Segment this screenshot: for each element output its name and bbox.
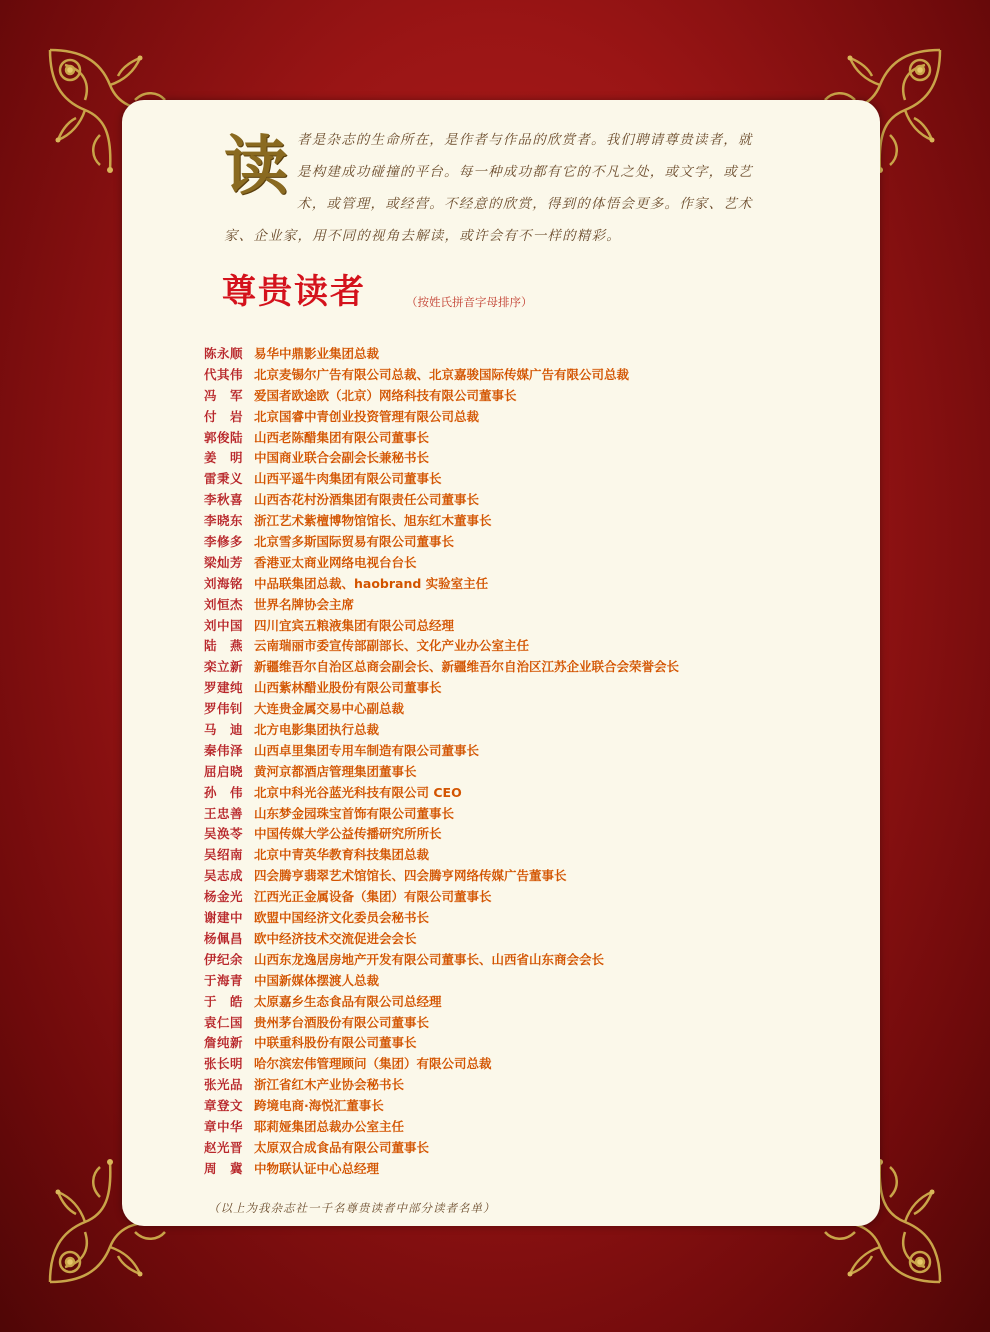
intro-line: 是构建成功碰撞的平台。每一种成功都有它的不凡之处，或文字，或艺 xyxy=(297,164,753,180)
list-item xyxy=(204,678,864,699)
list-item xyxy=(204,616,864,637)
reader-name: 章中华 xyxy=(204,1118,244,1134)
intro-paragraph xyxy=(297,124,807,220)
reader-name: 杨金光 xyxy=(204,889,244,905)
reader-name: 陈永顺 xyxy=(204,346,244,361)
reader-title: 山东梦金园珠宝首饰有限公司董事长 xyxy=(254,805,455,821)
reader-title: 山西老陈醋集团有限公司董事长 xyxy=(254,429,430,445)
reader-name: 马 迪 xyxy=(204,722,244,738)
reader-name: 袁仁国 xyxy=(204,1014,244,1030)
reader-title: 大连贵金属交易中心副总裁 xyxy=(254,701,405,717)
reader-title: 中国新媒体摆渡人总裁 xyxy=(254,972,380,988)
reader-name: 栾立新 xyxy=(204,659,244,675)
reader-title: 浙江艺术紫檀博物馆馆长、旭东红木董事长 xyxy=(254,513,492,529)
list-item xyxy=(204,1096,864,1117)
reader-title: 北京国睿中青创业投资管理有限公司总裁 xyxy=(254,408,480,424)
list-item xyxy=(204,992,864,1013)
list-item xyxy=(204,386,864,407)
reader-name: 张长明 xyxy=(204,1056,244,1072)
reader-title: 欧盟中国经济文化委员会秘书长 xyxy=(254,910,430,926)
reader-name: 杨佩昌 xyxy=(204,930,244,946)
section-subtitle: （按姓氏拼音字母排序） xyxy=(406,295,533,309)
list-item xyxy=(204,636,864,657)
reader-title: 哈尔滨宏伟管理顾问（集团）有限公司总裁 xyxy=(254,1056,492,1072)
list-item xyxy=(204,344,864,365)
reader-title: 山西杏花村汾酒集团有限责任公司董事长 xyxy=(254,492,480,508)
reader-title: 云南瑞丽市委宣传部副部长、文化产业办公室主任 xyxy=(254,638,530,654)
list-item xyxy=(204,762,864,783)
list-item xyxy=(204,824,864,845)
reader-title: 中物联认证中心总经理 xyxy=(254,1160,380,1176)
reader-name: 罗建纯 xyxy=(204,680,244,696)
intro-line: 术，或管理，或经营。不经意的欣赏，得到的体悟会更多。作家、艺术 xyxy=(297,196,753,212)
reader-title: 新疆维吾尔自治区总商会副会长、新疆维吾尔自治区江苏企业联合会荣誉会长 xyxy=(254,659,680,675)
list-item xyxy=(204,845,864,866)
reader-title: 北京中青英华教育科技集团总裁 xyxy=(254,847,430,863)
reader-title: 中国商业联合会副会长兼秘书长 xyxy=(254,450,430,466)
footer-note: （以上为我杂志社一千名尊贵读者中部分读者名单） xyxy=(208,1201,496,1215)
reader-title: 山西东龙逸居房地产开发有限公司董事长、山西省山东商会会长 xyxy=(254,951,605,967)
reader-name: 秦伟泽 xyxy=(204,742,244,758)
reader-title: 黄河京都酒店管理集团董事长 xyxy=(254,763,417,779)
list-item xyxy=(204,908,864,929)
reader-title: 中品联集团总裁、haobrand 实验室主任 xyxy=(254,575,489,591)
list-item xyxy=(204,574,864,595)
reader-title: 北方电影集团执行总裁 xyxy=(254,722,380,738)
list-item xyxy=(204,428,864,449)
intro-drop-cap: 读 xyxy=(224,129,288,204)
list-item xyxy=(204,490,864,511)
content-panel xyxy=(122,100,880,1226)
reader-title: 浙江省红木产业协会秘书长 xyxy=(254,1077,405,1093)
reader-name: 陆 燕 xyxy=(204,638,244,654)
reader-title: 江西光正金属设备（集团）有限公司董事长 xyxy=(254,889,492,905)
list-item xyxy=(204,1117,864,1138)
list-item xyxy=(204,1054,864,1075)
list-item xyxy=(204,971,864,992)
reader-title: 山西平遥牛肉集团有限公司董事长 xyxy=(254,471,442,487)
reader-title: 耶莉娅集团总裁办公室主任 xyxy=(254,1118,405,1134)
reader-name: 代其伟 xyxy=(204,366,244,382)
reader-name: 冯 军 xyxy=(204,387,244,403)
reader-name: 刘中国 xyxy=(204,617,244,633)
reader-name: 章登文 xyxy=(204,1098,244,1114)
reader-name: 梁灿芳 xyxy=(204,554,244,570)
list-item xyxy=(204,1138,864,1159)
reader-title: 北京雪多斯国际贸易有限公司董事长 xyxy=(254,534,455,550)
reader-title: 香港亚太商业网络电视台台长 xyxy=(254,554,417,570)
reader-name: 刘恒杰 xyxy=(204,596,244,612)
list-item xyxy=(204,553,864,574)
reader-title: 爱国者欧途欧（北京）网络科技有限公司董事长 xyxy=(254,387,517,403)
reader-name: 李修多 xyxy=(204,534,244,550)
reader-title: 太原双合成食品有限公司董事长 xyxy=(254,1139,430,1155)
section-title: 尊贵读者 xyxy=(222,272,366,312)
reader-title: 贵州茅台酒股份有限公司董事长 xyxy=(254,1014,430,1030)
reader-name: 赵光晋 xyxy=(204,1139,244,1155)
reader-name: 詹纯新 xyxy=(204,1035,244,1051)
reader-name: 雷秉义 xyxy=(204,471,244,487)
reader-name: 张光品 xyxy=(204,1077,244,1093)
reader-name: 吴志成 xyxy=(204,868,244,884)
reader-name: 罗伟钊 xyxy=(204,701,244,717)
list-item xyxy=(204,1075,864,1096)
list-item xyxy=(204,532,864,553)
reader-title: 北京中科光谷蓝光科技有限公司 CEO xyxy=(254,784,462,800)
list-item xyxy=(204,804,864,825)
reader-title: 四川宜宾五粮液集团有限公司总经理 xyxy=(254,617,455,633)
list-item xyxy=(204,699,864,720)
intro-line: 家、企业家，用不同的视角去解读，或许会有不一样的精彩。 xyxy=(224,228,621,244)
reader-title: 太原嘉乡生态食品有限公司总经理 xyxy=(254,993,442,1009)
intro-line: 者是杂志的生命所在，是作者与作品的欣赏者。我们聘请尊贵读者，就 xyxy=(297,132,753,148)
list-item xyxy=(204,448,864,469)
list-item xyxy=(204,783,864,804)
list-item xyxy=(204,365,864,386)
list-item xyxy=(204,595,864,616)
list-item xyxy=(204,741,864,762)
list-item xyxy=(204,407,864,428)
reader-name: 于海青 xyxy=(204,972,244,988)
reader-name: 屈启晓 xyxy=(204,763,244,779)
reader-name: 刘海铭 xyxy=(204,575,244,591)
reader-name: 郭俊陆 xyxy=(204,429,244,445)
reader-title: 中国传媒大学公益传播研究所所长 xyxy=(254,826,442,842)
list-item xyxy=(204,950,864,971)
reader-name: 于 皓 xyxy=(204,993,244,1009)
reader-name: 谢建中 xyxy=(204,910,244,926)
reader-name: 王忠善 xyxy=(204,805,244,821)
reader-title: 跨境电商·海悦汇董事长 xyxy=(254,1098,384,1114)
reader-title: 中联重科股份有限公司董事长 xyxy=(254,1035,417,1051)
reader-name: 伊纪余 xyxy=(204,951,244,967)
reader-title: 山西卓里集团专用车制造有限公司董事长 xyxy=(254,742,480,758)
list-item xyxy=(204,720,864,741)
reader-name: 付 岩 xyxy=(204,408,244,424)
list-item xyxy=(204,1013,864,1034)
list-item xyxy=(204,1159,864,1180)
list-item xyxy=(204,887,864,908)
reader-title: 易华中鼎影业集团总裁 xyxy=(254,346,380,361)
list-item xyxy=(204,929,864,950)
reader-title: 世界名牌协会主席 xyxy=(254,596,355,612)
reader-name: 李晓东 xyxy=(204,513,244,529)
reader-list xyxy=(204,344,864,1180)
reader-title: 山西紫林醋业股份有限公司董事长 xyxy=(254,680,442,696)
reader-title: 四会腾亨翡翠艺术馆馆长、四会腾亨网络传媒广告董事长 xyxy=(254,868,567,884)
reader-name: 吴绍南 xyxy=(204,847,244,863)
reader-name: 孙 伟 xyxy=(204,784,244,800)
list-item xyxy=(204,1033,864,1054)
reader-title: 欧中经济技术交流促进会会长 xyxy=(254,930,417,946)
list-item xyxy=(204,866,864,887)
list-item xyxy=(204,469,864,490)
reader-title: 北京麦锡尔广告有限公司总裁、北京嘉骏国际传媒广告有限公司总裁 xyxy=(254,366,630,382)
reader-name: 李秋喜 xyxy=(204,492,244,508)
reader-name: 周 冀 xyxy=(204,1160,244,1176)
list-item xyxy=(204,511,864,532)
list-item xyxy=(204,657,864,678)
reader-name: 吴涣苓 xyxy=(204,826,244,842)
reader-name: 姜 明 xyxy=(204,450,244,466)
